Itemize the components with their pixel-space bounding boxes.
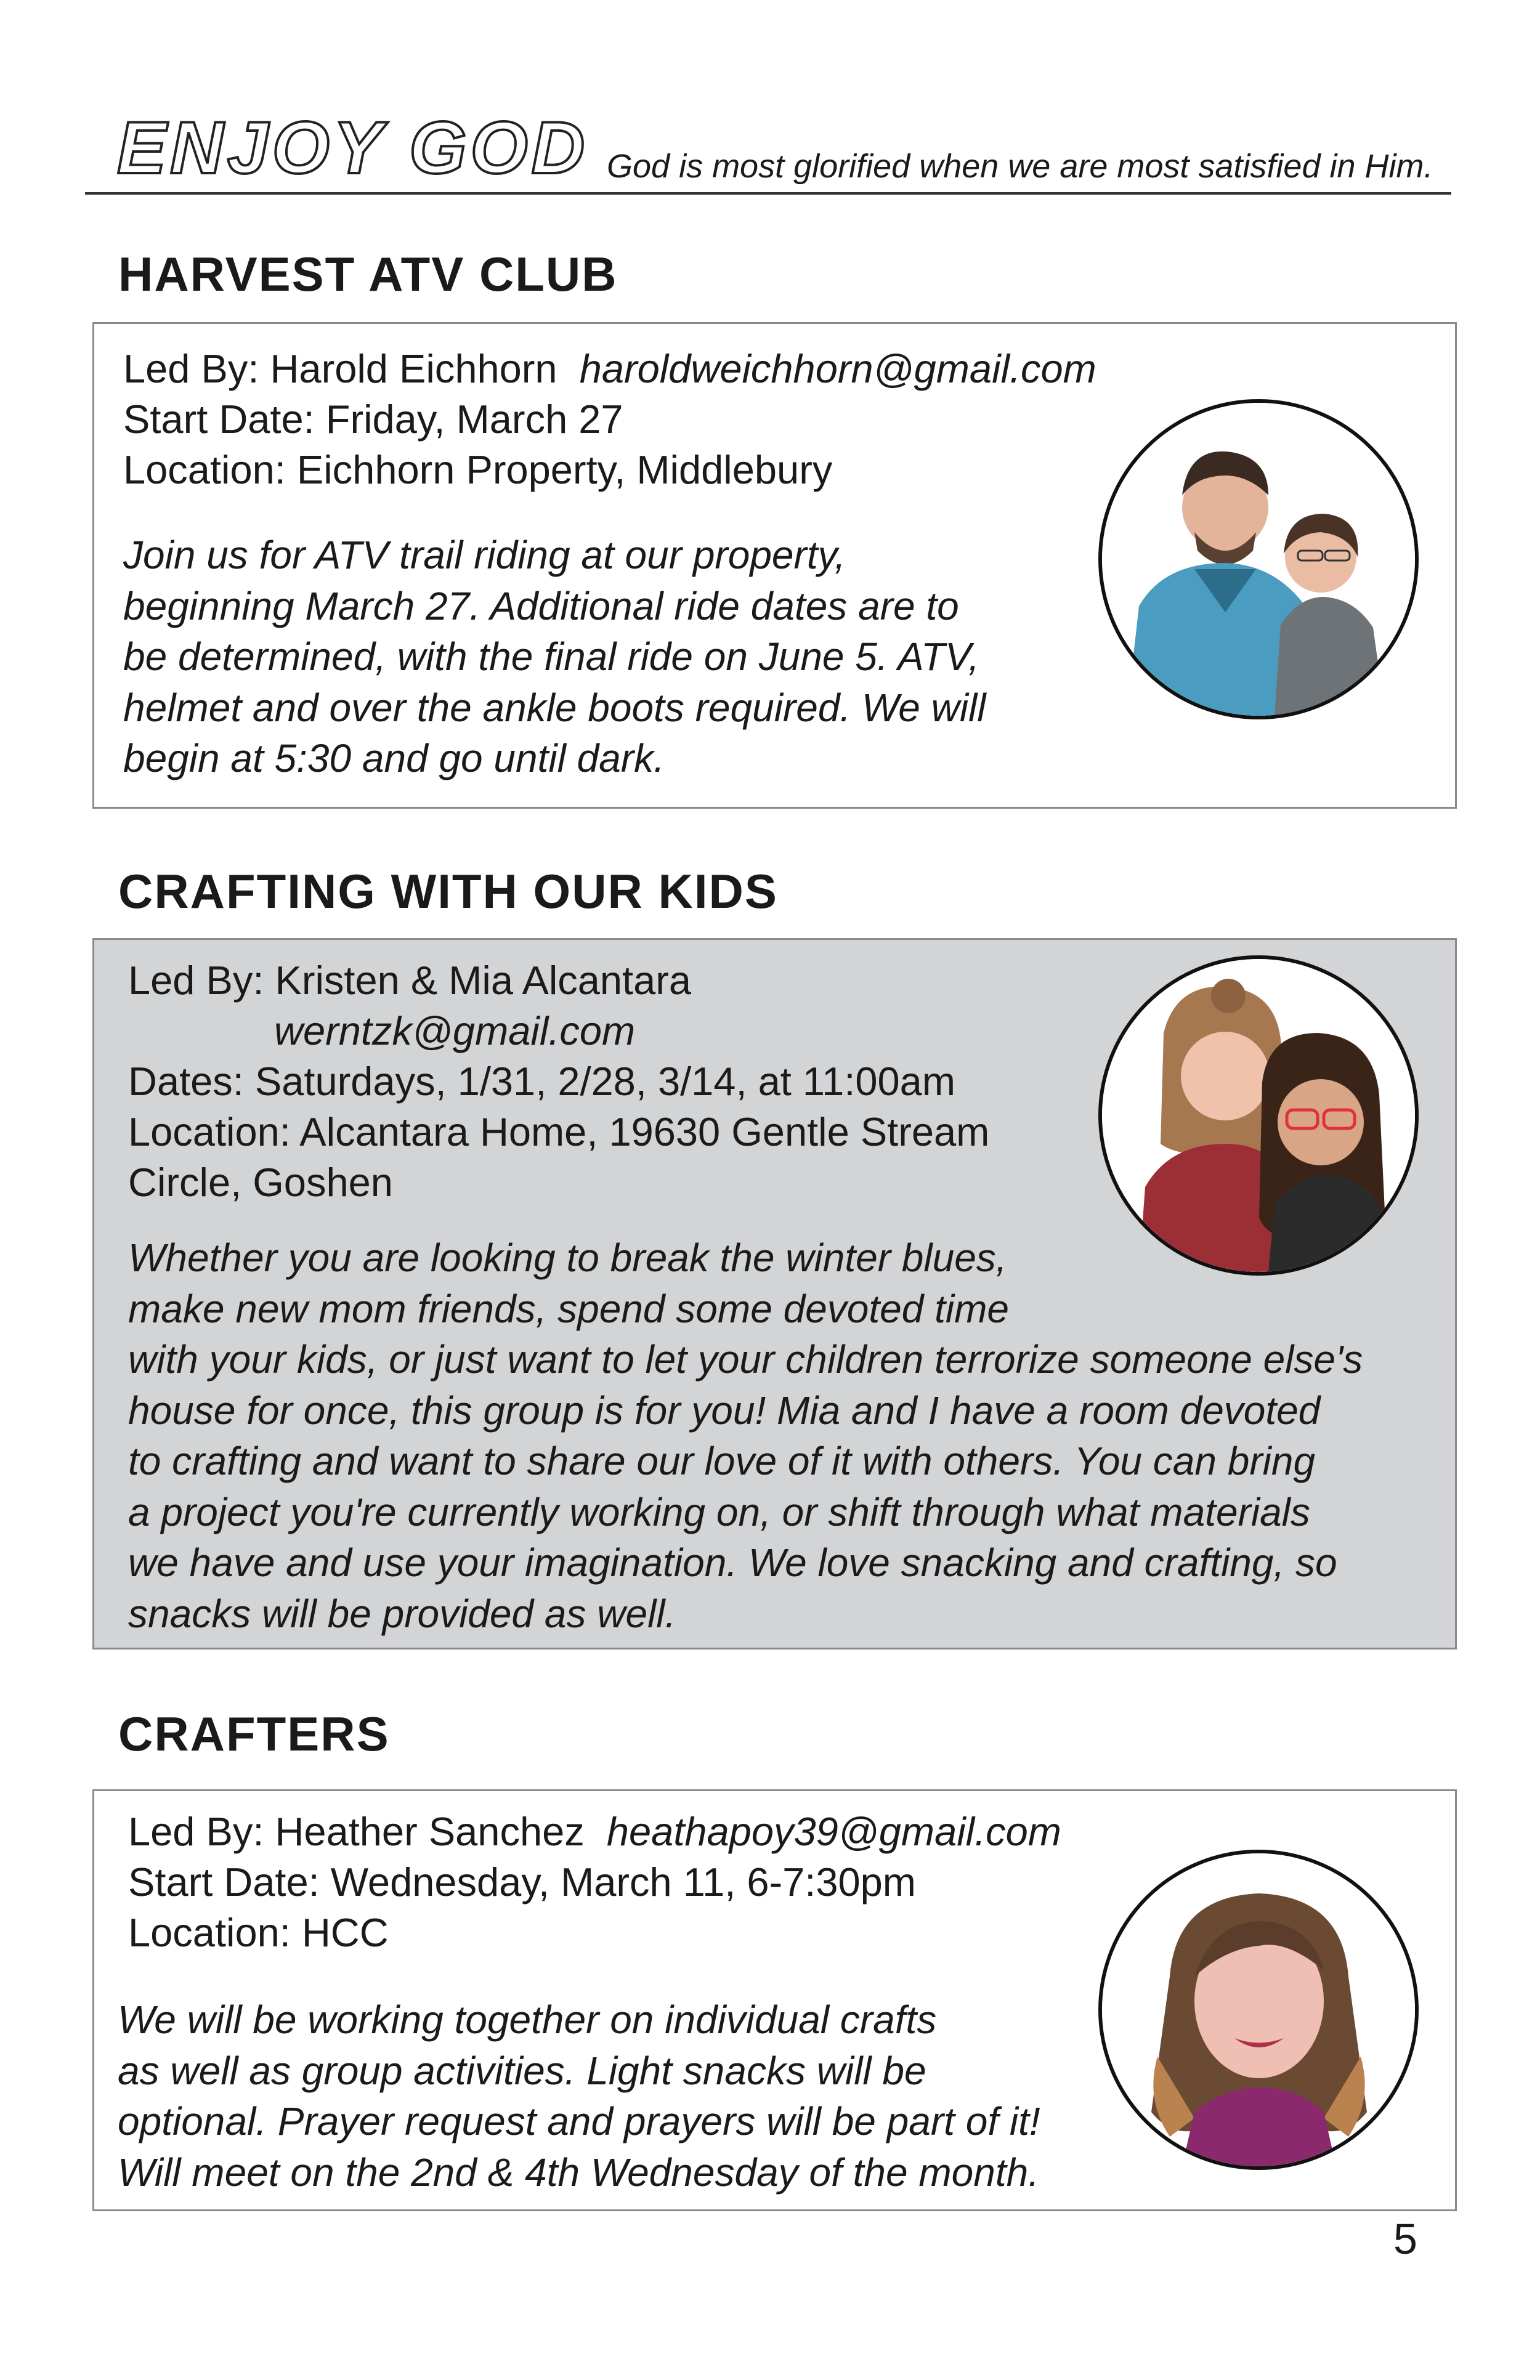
kids-description-line: make new mom friends, spend some devoted time (128, 1286, 1009, 1331)
atv-email[interactable]: haroldweichhorn@gmail.com (579, 346, 1096, 391)
kids-description-line: to crafting and want to share our love of it with others. You can bring (128, 1439, 1316, 1483)
section-title-crafters: CRAFTERS (118, 1707, 390, 1761)
atv-description-line: begin at 5:30 and go until dark. (123, 736, 665, 780)
crafters-led-by-line (128, 1807, 1061, 1857)
header-divider (85, 192, 1451, 195)
atv-description-line: Join us for ATV trail riding at our property, (123, 533, 846, 577)
atv-description-line: helmet and over the ankle boots required. We will (123, 685, 986, 730)
atv-description-line: beginning March 27. Additional ride dates are to (123, 583, 959, 628)
tagline: God is most glorified when we are most satisfied in Him. (607, 148, 1433, 185)
section-title-crafting-with-our-kids: CRAFTING WITH OUR KIDS (118, 864, 778, 918)
atv-description (123, 530, 986, 784)
kids-description-line: Whether you are looking to break the winter blues, (128, 1236, 1007, 1280)
atv-location: Location: Eichhorn Property, Middlebury (123, 447, 833, 492)
crafters-description (118, 1994, 1040, 2198)
crafters-email[interactable]: heathapoy39@gmail.com (606, 1809, 1061, 1854)
crafters-location: Location: HCC (128, 1910, 389, 1955)
section-title-harvest-atv-club: HARVEST ATV CLUB (118, 247, 618, 301)
crafting-kids-box (92, 938, 1457, 1649)
crafters-description-line: Will meet on the 2nd & 4th Wednesday of the month. (118, 2150, 1039, 2195)
kids-location-line-2: Circle, Goshen (128, 1160, 393, 1205)
kids-description-line: we have and use your imagination. We love snacking and crafting, so (128, 1540, 1337, 1585)
crafters-description-line: as well as group activities. Light snacks will be (118, 2048, 926, 2093)
crafters-description-line: We will be working together on individual crafts (118, 1997, 937, 2042)
atv-description-line: be determined, with the final ride on June 5. ATV, (123, 634, 979, 679)
atv-led-by-line (123, 344, 1096, 394)
crafters-led-by: Led By: Heather Sanchez (128, 1809, 585, 1854)
kids-description (128, 1232, 1363, 1639)
kids-description-line: snacks will be provided as well. (128, 1591, 676, 1636)
couple-photo (1098, 399, 1419, 719)
page-number: 5 (1393, 2215, 1417, 2263)
kids-email[interactable]: werntzk@gmail.com (274, 1008, 636, 1053)
woman-photo (1098, 1850, 1419, 2170)
atv-led-by: Led By: Harold Eichhorn (123, 346, 557, 391)
crafters-box (92, 1789, 1457, 2211)
atv-club-box (92, 322, 1457, 809)
kids-description-line: a project you're currently working on, or shift through what materials (128, 1489, 1310, 1534)
crafters-description-line: optional. Prayer request and prayers will be part of it! (118, 2099, 1040, 2143)
kids-description-line: with your kids, or just want to let your children terrorize someone else's (128, 1337, 1363, 1382)
mother-daughter-photo (1098, 955, 1419, 1276)
kids-led-by: Led By: Kristen & Mia Alcantara (128, 958, 692, 1003)
kids-location-line-1: Location: Alcantara Home, 19630 Gentle Stream (128, 1109, 990, 1154)
kids-dates: Dates: Saturdays, 1/31, 2/28, 3/14, at 11:00am (128, 1059, 955, 1104)
atv-start-date: Start Date: Friday, March 27 (123, 397, 623, 442)
enjoy-god-logo: ENJOY GOD (117, 107, 589, 189)
crafters-start-date: Start Date: Wednesday, March 11, 6-7:30pm (128, 1860, 916, 1904)
kids-description-line: house for once, this group is for you! Mia and I have a room devoted (128, 1388, 1321, 1433)
